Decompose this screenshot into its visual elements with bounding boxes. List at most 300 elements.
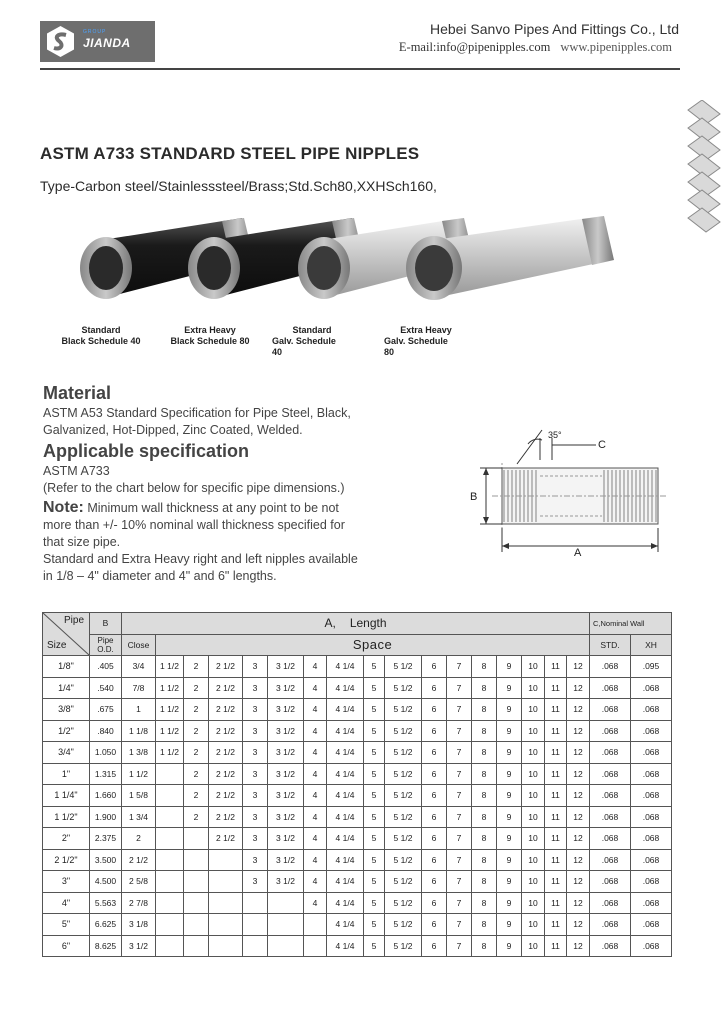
cell-l12: 8 [472, 677, 497, 699]
caption-1: Standard Black Schedule 40 [61, 325, 141, 346]
table-row [43, 720, 672, 742]
cell-l2: 2 [184, 785, 209, 807]
cell-xh: .068 [631, 742, 672, 764]
cell-l10: 6 [422, 699, 447, 721]
cell-l16: 12 [567, 720, 590, 742]
cell-l12: 8 [472, 828, 497, 850]
cell-l11: 7 [447, 763, 472, 785]
cell-l4: 3 [243, 720, 268, 742]
cell-l14: 10 [522, 656, 545, 678]
side-chain-decoration-icon [684, 100, 724, 245]
cell-l9: 5 1/2 [385, 763, 422, 785]
c-label: C [598, 439, 606, 451]
cell-l1: 1 1/2 [156, 699, 184, 721]
cell-l4: 3 [243, 871, 268, 893]
table-header-row-2 [43, 634, 672, 656]
cell-l9: 5 1/2 [385, 935, 422, 957]
cell-od: .840 [90, 720, 122, 742]
cell-l11: 7 [447, 892, 472, 914]
cell-xh: .068 [631, 935, 672, 957]
cell-l4: 3 [243, 763, 268, 785]
cell-l10: 6 [422, 935, 447, 957]
cell-l15: 11 [545, 720, 567, 742]
cell-od: 3.500 [90, 849, 122, 871]
website-link[interactable]: www.pipenipples.com [560, 40, 672, 54]
cell-size: 5" [43, 914, 90, 936]
cell-l3: 2 1/2 [209, 785, 243, 807]
cell-std: .068 [590, 914, 631, 936]
cell-l13: 9 [497, 892, 522, 914]
cell-l14: 10 [522, 935, 545, 957]
cell-od: 1.315 [90, 763, 122, 785]
wall-header: C,Nominal Wall [590, 613, 672, 635]
cell-l13: 9 [497, 699, 522, 721]
cell-l15: 11 [545, 935, 567, 957]
cell-l16: 12 [567, 806, 590, 828]
cell-size: 1/4" [43, 677, 90, 699]
cell-od: 5.563 [90, 892, 122, 914]
cell-size: 1 1/4" [43, 785, 90, 807]
cell-l7: 4 1/4 [327, 677, 364, 699]
cell-l14: 10 [522, 677, 545, 699]
cell-l1: 1 1/2 [156, 656, 184, 678]
cell-std: .068 [590, 699, 631, 721]
cell-size: 4" [43, 892, 90, 914]
cell-l12: 8 [472, 656, 497, 678]
table-row [43, 806, 672, 828]
cell-l10: 6 [422, 828, 447, 850]
cell-l5: 3 1/2 [268, 763, 304, 785]
cell-l7: 4 1/4 [327, 892, 364, 914]
cell-l15: 11 [545, 699, 567, 721]
cell-l14: 10 [522, 720, 545, 742]
cell-l16: 12 [567, 935, 590, 957]
cell-close: 1 3/4 [122, 806, 156, 828]
cell-l8: 5 [364, 742, 385, 764]
cell-l13: 9 [497, 828, 522, 850]
cell-l12: 8 [472, 699, 497, 721]
cell-l1 [156, 849, 184, 871]
cell-l15: 11 [545, 656, 567, 678]
cell-l14: 10 [522, 849, 545, 871]
cell-l6 [304, 935, 327, 957]
cell-l16: 12 [567, 742, 590, 764]
cell-close: 3 1/8 [122, 914, 156, 936]
cell-l16: 12 [567, 656, 590, 678]
logo-group-text: GROUP [83, 29, 107, 35]
cell-size: 3" [43, 871, 90, 893]
cell-l14: 10 [522, 699, 545, 721]
cell-l11: 7 [447, 828, 472, 850]
cell-l9: 5 1/2 [385, 806, 422, 828]
cell-l15: 11 [545, 892, 567, 914]
cell-l8: 5 [364, 935, 385, 957]
cell-l15: 11 [545, 742, 567, 764]
cell-l2: 2 [184, 720, 209, 742]
nipple-dimension-diagram [462, 400, 680, 570]
pipe-nipples-photo [72, 210, 622, 320]
cell-l5 [268, 892, 304, 914]
cell-l1 [156, 763, 184, 785]
cell-l3: 2 1/2 [209, 742, 243, 764]
cell-l4: 3 [243, 677, 268, 699]
note-text: Note: Minimum wall thickness at any point to be not more than +/- 10% nominal wall thickness specified for that size pipe. Standard and Extra Heavy right and left nipples available in 1/8 – 4" diameter and 4" and 6" lengths. [43, 499, 358, 583]
cell-od: 6.625 [90, 914, 122, 936]
company-logo [40, 21, 155, 62]
table-row [43, 785, 672, 807]
table-row [43, 763, 672, 785]
cell-l3: 2 1/2 [209, 656, 243, 678]
table-row [43, 892, 672, 914]
cell-l10: 6 [422, 849, 447, 871]
cell-l1 [156, 892, 184, 914]
cell-std: .068 [590, 785, 631, 807]
cell-l2: 2 [184, 742, 209, 764]
cell-l9: 5 1/2 [385, 656, 422, 678]
cell-close: 3/4 [122, 656, 156, 678]
table-row [43, 699, 672, 721]
cell-close: 1 5/8 [122, 785, 156, 807]
cell-l9: 5 1/2 [385, 892, 422, 914]
cell-l1 [156, 935, 184, 957]
close-header: Close [122, 634, 156, 656]
cell-std: .068 [590, 828, 631, 850]
cell-xh: .068 [631, 849, 672, 871]
cell-l6: 4 [304, 699, 327, 721]
table-row [43, 849, 672, 871]
cell-l16: 12 [567, 677, 590, 699]
cell-l14: 10 [522, 914, 545, 936]
cell-xh: .068 [631, 677, 672, 699]
cell-l2 [184, 849, 209, 871]
cell-l3: 2 1/2 [209, 720, 243, 742]
cell-l6: 4 [304, 720, 327, 742]
cell-l11: 7 [447, 742, 472, 764]
cell-l7: 4 1/4 [327, 935, 364, 957]
cell-l16: 12 [567, 914, 590, 936]
cell-l15: 11 [545, 763, 567, 785]
caption-3: Standard Galv. Schedule 40 [272, 325, 336, 357]
b-label: B [470, 491, 478, 503]
cell-l2: 2 [184, 677, 209, 699]
cell-od: 1.050 [90, 742, 122, 764]
cell-od: .675 [90, 699, 122, 721]
cell-l3 [209, 914, 243, 936]
company-name: Hebei Sanvo Pipes And Fittings Co., Ltd [429, 21, 679, 37]
cell-xh: .068 [631, 785, 672, 807]
cell-l16: 12 [567, 871, 590, 893]
table-row [43, 914, 672, 936]
table-row [43, 935, 672, 957]
cell-l10: 6 [422, 677, 447, 699]
cell-l12: 8 [472, 806, 497, 828]
cell-l3: 2 1/2 [209, 828, 243, 850]
cell-l6: 4 [304, 871, 327, 893]
cell-l5: 3 1/2 [268, 720, 304, 742]
logo-name-text: JIANDA [83, 36, 131, 50]
table-row [43, 677, 672, 699]
cell-l11: 7 [447, 656, 472, 678]
cell-l1 [156, 871, 184, 893]
cell-close: 7/8 [122, 677, 156, 699]
table-row [43, 742, 672, 764]
cell-l8: 5 [364, 871, 385, 893]
cell-l10: 6 [422, 763, 447, 785]
spec-text: ASTM A733 (Refer to the chart below for specific pipe dimensions.) [43, 464, 345, 495]
cell-l8: 5 [364, 763, 385, 785]
cell-l3 [209, 849, 243, 871]
note-label: Note: [43, 499, 84, 516]
length-header: A, Length [122, 613, 590, 635]
cell-l11: 7 [447, 849, 472, 871]
cell-l6 [304, 914, 327, 936]
cell-l2 [184, 871, 209, 893]
cell-l14: 10 [522, 785, 545, 807]
cell-l4 [243, 935, 268, 957]
cell-close: 2 [122, 828, 156, 850]
cell-od: .405 [90, 656, 122, 678]
page-subtitle: Type-Carbon steel/Stainlesssteel/Brass;Std.Sch80,XXHSch160, [40, 178, 437, 194]
cell-l11: 7 [447, 935, 472, 957]
cell-l11: 7 [447, 914, 472, 936]
cell-std: .068 [590, 871, 631, 893]
cell-l13: 9 [497, 806, 522, 828]
cell-l11: 7 [447, 677, 472, 699]
cell-size: 3/4" [43, 742, 90, 764]
cell-std: .068 [590, 763, 631, 785]
cell-l16: 12 [567, 763, 590, 785]
cell-l10: 6 [422, 892, 447, 914]
cell-l9: 5 1/2 [385, 871, 422, 893]
cell-l4 [243, 892, 268, 914]
cell-l12: 8 [472, 892, 497, 914]
cell-l6: 4 [304, 785, 327, 807]
cell-l10: 6 [422, 656, 447, 678]
cell-l6: 4 [304, 828, 327, 850]
cell-l13: 9 [497, 914, 522, 936]
cell-l8: 5 [364, 849, 385, 871]
cell-std: .068 [590, 935, 631, 957]
cell-l7: 4 1/4 [327, 720, 364, 742]
cell-l5: 3 1/2 [268, 699, 304, 721]
cell-std: .068 [590, 849, 631, 871]
b-header: B [90, 613, 122, 635]
cell-l3 [209, 935, 243, 957]
cell-l8: 5 [364, 828, 385, 850]
email-link[interactable]: E-mail:info@pipenipples.com [398, 40, 551, 54]
cell-l10: 6 [422, 914, 447, 936]
cell-xh: .068 [631, 914, 672, 936]
cell-l1 [156, 806, 184, 828]
angle-label: 35° [548, 430, 562, 440]
cell-l15: 11 [545, 828, 567, 850]
cell-l8: 5 [364, 720, 385, 742]
cell-l13: 9 [497, 785, 522, 807]
cell-l6: 4 [304, 656, 327, 678]
cell-l12: 8 [472, 849, 497, 871]
cell-l16: 12 [567, 849, 590, 871]
cell-l2 [184, 935, 209, 957]
cell-close: 1 3/8 [122, 742, 156, 764]
table-header-row-1 [43, 613, 672, 635]
cell-l12: 8 [472, 763, 497, 785]
cell-l12: 8 [472, 914, 497, 936]
std-header: STD. [590, 634, 631, 656]
cell-l8: 5 [364, 677, 385, 699]
cell-xh: .068 [631, 763, 672, 785]
cell-l6: 4 [304, 849, 327, 871]
cell-l7: 4 1/4 [327, 849, 364, 871]
cell-l10: 6 [422, 785, 447, 807]
pipe-dimensions-table [42, 612, 672, 957]
cell-l11: 7 [447, 785, 472, 807]
cell-l11: 7 [447, 871, 472, 893]
material-text: ASTM A53 Standard Specification for Pipe Steel, Black, Galvanized, Hot-Dipped, Zinc Coated, Welded. [43, 406, 351, 437]
cell-size: 1 1/2" [43, 806, 90, 828]
cell-close: 1 1/2 [122, 763, 156, 785]
spec-heading: Applicable specification [43, 441, 250, 461]
cell-l15: 11 [545, 871, 567, 893]
cell-l9: 5 1/2 [385, 785, 422, 807]
cell-od: 1.660 [90, 785, 122, 807]
cell-close: 2 5/8 [122, 871, 156, 893]
cell-l2 [184, 892, 209, 914]
xh-header: XH [631, 634, 672, 656]
cell-od: 4.500 [90, 871, 122, 893]
cell-l10: 6 [422, 806, 447, 828]
cell-l13: 9 [497, 720, 522, 742]
cell-l13: 9 [497, 677, 522, 699]
cell-size: 2" [43, 828, 90, 850]
cell-l15: 11 [545, 677, 567, 699]
cell-l4: 3 [243, 849, 268, 871]
cell-l4: 3 [243, 828, 268, 850]
cell-l13: 9 [497, 935, 522, 957]
cell-close: 2 7/8 [122, 892, 156, 914]
cell-xh: .068 [631, 806, 672, 828]
cell-l8: 5 [364, 914, 385, 936]
cell-l7: 4 1/4 [327, 742, 364, 764]
cell-l5: 3 1/2 [268, 785, 304, 807]
cell-l2: 2 [184, 699, 209, 721]
cell-l5: 3 1/2 [268, 871, 304, 893]
cell-l5: 3 1/2 [268, 828, 304, 850]
pipe-od-header: Pipe O.D. [90, 634, 122, 656]
cell-l13: 9 [497, 656, 522, 678]
cell-l2: 2 [184, 656, 209, 678]
contact-line [399, 40, 672, 55]
cell-l5: 3 1/2 [268, 806, 304, 828]
page-title: ASTM A733 STANDARD STEEL PIPE NIPPLES [40, 144, 420, 163]
logo-badge-icon [44, 25, 77, 58]
cell-l3 [209, 892, 243, 914]
cell-l7: 4 1/4 [327, 763, 364, 785]
cell-l10: 6 [422, 742, 447, 764]
cell-l3: 2 1/2 [209, 699, 243, 721]
cell-l10: 6 [422, 720, 447, 742]
cell-l14: 10 [522, 763, 545, 785]
cell-l2: 2 [184, 763, 209, 785]
cell-od: .540 [90, 677, 122, 699]
table-row [43, 828, 672, 850]
cell-l5 [268, 914, 304, 936]
cell-l5 [268, 935, 304, 957]
cell-od: 1.900 [90, 806, 122, 828]
cell-l12: 8 [472, 742, 497, 764]
cell-l3: 2 1/2 [209, 763, 243, 785]
cell-l4: 3 [243, 806, 268, 828]
cell-xh: .068 [631, 892, 672, 914]
cell-l14: 10 [522, 742, 545, 764]
cell-size: 3/8" [43, 699, 90, 721]
cell-size: 1" [43, 763, 90, 785]
cell-l13: 9 [497, 849, 522, 871]
cell-size: 1/2" [43, 720, 90, 742]
cell-l10: 6 [422, 871, 447, 893]
cell-std: .068 [590, 742, 631, 764]
cell-l4: 3 [243, 785, 268, 807]
cell-l7: 4 1/4 [327, 828, 364, 850]
cell-size: 6" [43, 935, 90, 957]
header-divider [40, 68, 680, 70]
cell-l11: 7 [447, 806, 472, 828]
cell-l1: 1 1/2 [156, 742, 184, 764]
cell-xh: .068 [631, 699, 672, 721]
cell-l4: 3 [243, 699, 268, 721]
cell-l9: 5 1/2 [385, 849, 422, 871]
cell-l8: 5 [364, 699, 385, 721]
cell-l6: 4 [304, 892, 327, 914]
cell-xh: .095 [631, 656, 672, 678]
material-heading: Material [43, 383, 112, 403]
cell-l11: 7 [447, 699, 472, 721]
cell-l9: 5 1/2 [385, 677, 422, 699]
cell-l1 [156, 828, 184, 850]
cell-l5: 3 1/2 [268, 849, 304, 871]
cell-close: 1 [122, 699, 156, 721]
cell-l15: 11 [545, 849, 567, 871]
cell-l7: 4 1/4 [327, 785, 364, 807]
cell-l14: 10 [522, 871, 545, 893]
cell-close: 3 1/2 [122, 935, 156, 957]
cell-l1 [156, 914, 184, 936]
cell-od: 2.375 [90, 828, 122, 850]
space-header: Space [156, 634, 590, 656]
cell-l13: 9 [497, 871, 522, 893]
cell-l6: 4 [304, 742, 327, 764]
cell-l6: 4 [304, 763, 327, 785]
cell-l3: 2 1/2 [209, 806, 243, 828]
cell-std: .068 [590, 677, 631, 699]
cell-l13: 9 [497, 742, 522, 764]
cell-l8: 5 [364, 785, 385, 807]
cell-l11: 7 [447, 720, 472, 742]
cell-l9: 5 1/2 [385, 720, 422, 742]
cell-l16: 12 [567, 785, 590, 807]
cell-l7: 4 1/4 [327, 871, 364, 893]
cell-l7: 4 1/4 [327, 914, 364, 936]
cell-l15: 11 [545, 806, 567, 828]
a-label: A [574, 547, 582, 559]
cell-l7: 4 1/4 [327, 699, 364, 721]
cell-size: 2 1/2" [43, 849, 90, 871]
cell-l16: 12 [567, 828, 590, 850]
cell-l4 [243, 914, 268, 936]
cell-l8: 5 [364, 892, 385, 914]
cell-l16: 12 [567, 699, 590, 721]
cell-close: 1 1/8 [122, 720, 156, 742]
cell-std: .068 [590, 720, 631, 742]
